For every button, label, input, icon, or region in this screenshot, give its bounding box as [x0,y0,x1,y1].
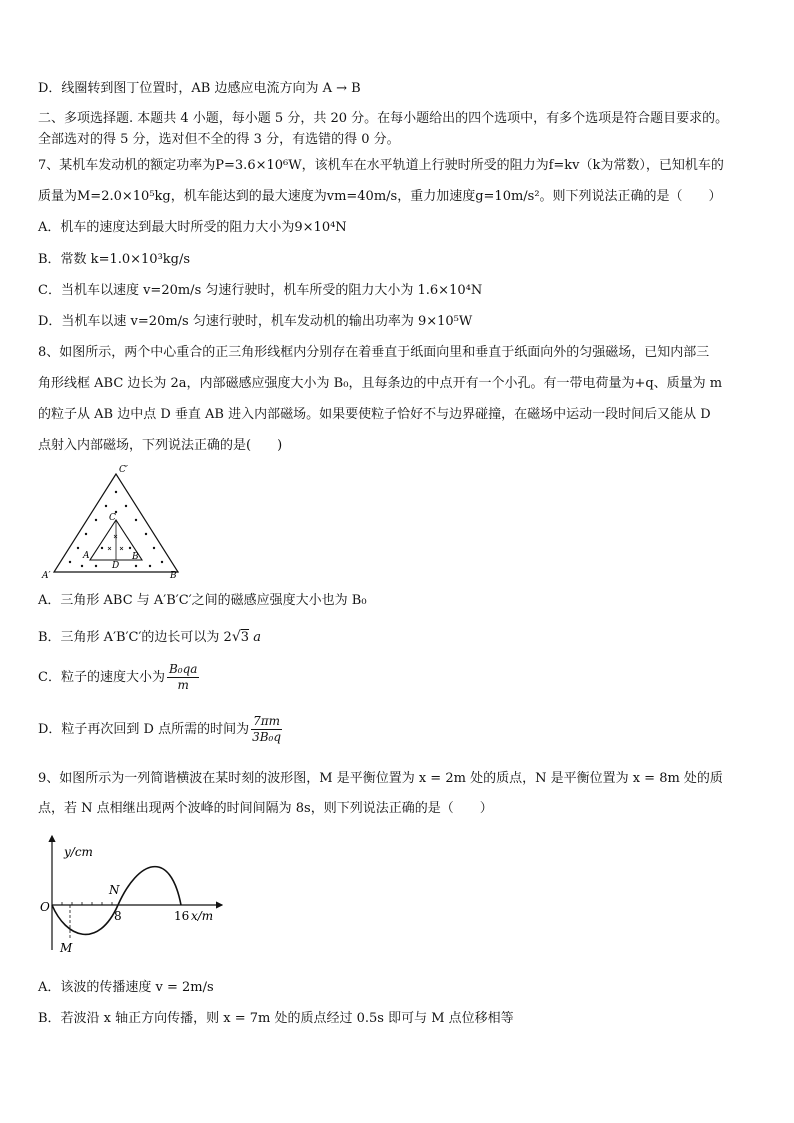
q9-stem-line1: 9、如图所示为一列简谐横波在某时刻的波形图，M 是平衡位置为 x = 2m 处的质点，N 是平衡位置为 x = 8m 处的质 [38,771,723,786]
section2-header-line1: 二、多项选择题. 本题共 4 小题，每小题 5 分，共 20 分。在每小题给出的四个选项中，有多个选项是符合题目要求的。 [38,111,729,126]
y-axis-label: y/cm [64,845,93,859]
q9-stem-line2: 点，若 N 点相继出现两个波峰的时间间隔为 8s，则下列说法正确的是（ ） [38,801,493,816]
fraction-numerator: B₀qa [168,662,198,676]
q8-option-b-text: B．三角形 A′B′C′的边长可以为 2 [38,630,232,645]
fraction-denominator: 3B₀q [252,730,282,744]
q8-option-b-radicand: 3 [240,630,250,645]
inward-field-crosses [108,535,123,550]
q7-option-d: D．当机车以速 v=20m/s 匀速行驶时，机车发动机的输出功率为 9×10⁵W [38,314,473,329]
waveform [52,867,181,935]
origin-label: O [40,900,50,914]
q8-option-c-text: C．粒子的速度大小为 [38,670,165,685]
tick-8: 8 [114,909,122,923]
q8-option-b: B．三角形 A′B′C′的边长可以为 2√3 a [38,629,261,645]
tick-16: 16 [174,909,190,923]
x-axis-label: x/m [191,909,214,923]
q7-stem-line1: 7、某机车发动机的额定功率为P=3.6×10⁶W，该机车在水平轨道上行驶时所受的阻力为f=kv（k为常数），已知机车的 [38,158,724,173]
q8-option-d [38,712,282,748]
q8-option-d-text: D．粒子再次回到 D 点所需的时间为 [38,722,250,737]
q8-stem-line4: 点射入内部磁场，下列说法正确的是( ) [38,438,283,453]
q8-stem-line1: 8、如图所示，两个中心重合的正三角形线框内分别存在着垂直于纸面向里和垂直于纸面向外的匀强磁场，已知内部三 [38,345,710,360]
q8-option-a: A．三角形 ABC 与 A′B′C′之间的磁感应强度大小也为 B₀ [38,593,367,608]
label-a-prime: A′ [42,571,51,581]
label-b: B [132,552,139,562]
label-c: C [109,513,116,523]
label-b-prime: B′ [170,571,179,581]
q9-wave-graph [38,830,228,955]
q8-option-d-fraction [251,714,282,745]
q8-stem-line3: 的粒子从 AB 边中点 D 垂直 AB 进入内部磁场。如果要使粒子恰好不与边界碰撞，在磁场中运动一段时间后又能从 D [38,407,711,422]
point-m-label: M [60,941,73,955]
fraction-numerator: 7πm [253,714,281,728]
label-c-prime: C′ [119,465,128,475]
label-d: D [112,561,120,571]
fraction-denominator: m [177,678,189,692]
point-n-label: N [109,883,120,897]
label-a: A [83,551,90,561]
q7-stem-line2: 质量为M=2.0×10⁵kg，机车能达到的最大速度为vm=40m/s，重力加速度g=10m/s²。则下列说法正确的是（ ） [38,189,722,204]
section2-header-line2: 全部选对的得 5 分，选对但不全的得 3 分，有选错的得 0 分。 [38,132,400,147]
q8-option-b-var: a [253,630,261,645]
q9-option-a: A．该波的传播速度 v = 2m/s [38,980,214,995]
q7-option-a: A．机车的速度达到最大时所受的阻力大小为9×10⁴N [38,220,347,235]
q8-stem-line2: 角形线框 ABC 边长为 2a，内部磁感应强度大小为 B₀，且每条边的中点开有一个小孔。有一带电荷量为+q、质量为 m [38,376,723,391]
q9-option-b: B．若波沿 x 轴正方向传播，则 x = 7m 处的质点经过 0.5s 即可与 M 点位移相等 [38,1011,514,1026]
q6-option-d: D．线圈转到图丁位置时，AB 边感应电流方向为 A → B [38,81,361,96]
q8-triangle-figure [36,462,186,584]
q8-option-c [38,660,199,696]
q7-option-c: C．当机车以速度 v=20m/s 匀速行驶时，机车所受的阻力大小为 1.6×10⁴N [38,283,483,298]
q8-option-c-fraction [167,662,199,693]
q7-option-b: B．常数 k=1.0×10³kg/s [38,252,191,267]
